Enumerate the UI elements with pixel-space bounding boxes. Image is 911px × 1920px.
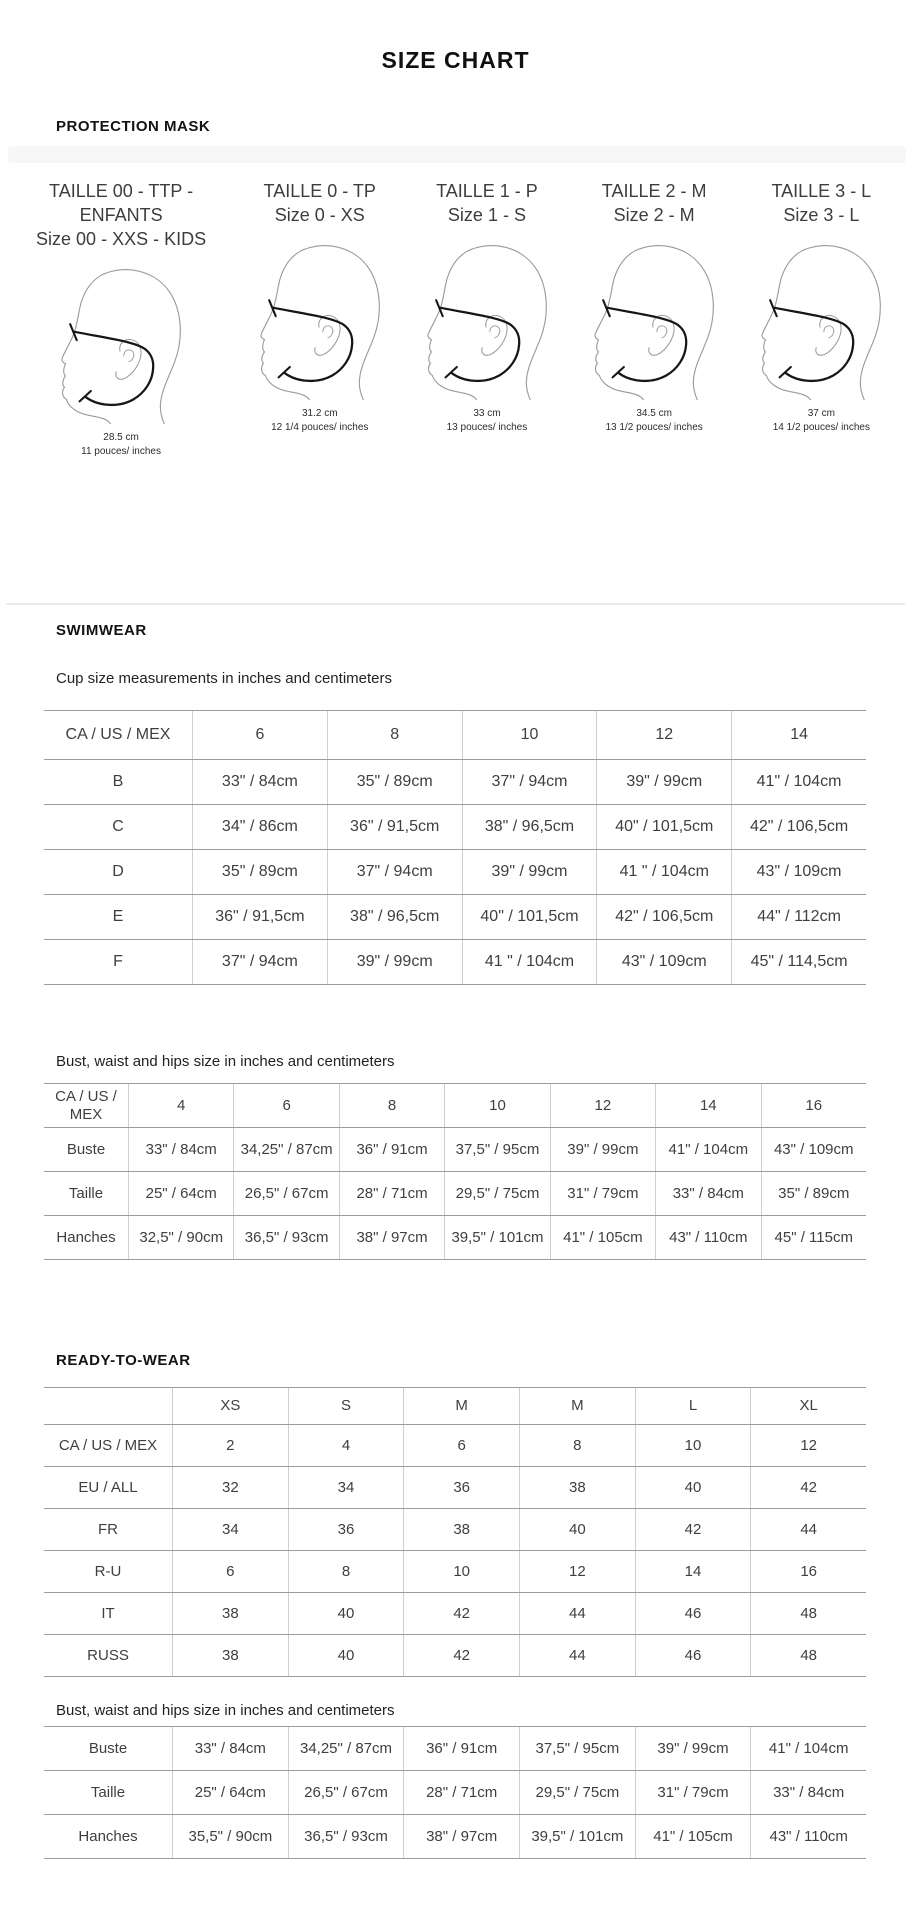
table-cell: 31" / 79cm: [635, 1771, 751, 1814]
table-cell: 41" / 104cm: [655, 1128, 760, 1171]
table-row: [44, 760, 866, 805]
column-header-cell: 14: [655, 1084, 760, 1127]
row-label-cell: EU / ALL: [78, 1478, 138, 1496]
table-header-row: [44, 1388, 866, 1425]
row-label-cell: [44, 1388, 172, 1424]
table-cell: 40: [288, 1593, 404, 1634]
table-cell: 31" / 79cm: [550, 1172, 655, 1215]
row-label-cell: D: [112, 863, 124, 880]
table-cell: 36,5" / 93cm: [233, 1216, 338, 1259]
mask-measure-line: [607, 308, 686, 381]
table-row: [44, 1216, 866, 1260]
row-label-cell: Buste: [88, 1739, 128, 1757]
head-profile-illustration: [413, 238, 561, 400]
table-cell: 37" / 94cm: [462, 760, 597, 804]
table-cell: 4: [288, 1425, 404, 1466]
row-label-cell: Taille: [90, 1783, 126, 1801]
table-cell: 6: [172, 1551, 288, 1592]
mask-size-inches: 14 1/2 pouces/ inches: [772, 422, 870, 433]
table-row: [44, 1509, 866, 1551]
table-cell: 36: [403, 1467, 519, 1508]
table-cell: 29,5" / 75cm: [519, 1771, 635, 1814]
table-cell: 38: [519, 1467, 635, 1508]
table-cell: 34: [172, 1509, 288, 1550]
table-cell: 39" / 99cm: [327, 940, 462, 984]
column-header-cell: 8: [339, 1084, 444, 1127]
table-cell: 36" / 91,5cm: [327, 805, 462, 849]
table-cell: 43" / 109cm: [761, 1128, 866, 1171]
table-cell: 44: [519, 1593, 635, 1634]
table-cell: 10: [635, 1425, 751, 1466]
mask-size-label-en: Size 1 - S: [447, 205, 526, 225]
head-profile-illustration: [747, 238, 895, 400]
table-cell: 28" / 71cm: [339, 1172, 444, 1215]
row-label-cell: C: [112, 818, 124, 835]
table-cell: 29,5" / 75cm: [444, 1172, 549, 1215]
mask-size-label-fr: TAILLE 3 - L: [771, 181, 872, 201]
rtw-body-table: [44, 1726, 866, 1859]
row-label-cell: Hanches: [56, 1228, 116, 1246]
table-row: [44, 940, 866, 985]
table-cell: 33" / 84cm: [750, 1771, 866, 1814]
protection-mask-heading: PROTECTION MASK: [56, 118, 211, 135]
mask-size-inches: 13 pouces/ inches: [446, 422, 528, 433]
table-cell: 38" / 97cm: [403, 1815, 519, 1858]
table-cell: 33" / 84cm: [128, 1128, 233, 1171]
mask-size-column: [571, 179, 738, 459]
table-cell: 34,25" / 87cm: [288, 1727, 404, 1770]
table-cell: 32,5" / 90cm: [128, 1216, 233, 1259]
mask-size-inches: 11 pouces/ inches: [81, 446, 161, 457]
table-cell: 36: [288, 1509, 404, 1550]
mask-size-label-en: Size 3 - L: [783, 205, 860, 225]
table-cell: 40: [635, 1467, 751, 1508]
head-profile-illustration: [580, 238, 728, 400]
cup-size-table: [44, 710, 866, 985]
row-label-cell: F: [113, 953, 123, 970]
table-cell: 26,5" / 67cm: [288, 1771, 404, 1814]
table-cell: 41 " / 104cm: [596, 850, 731, 894]
table-cell: 38: [172, 1635, 288, 1676]
table-cell: 43" / 109cm: [731, 850, 866, 894]
column-header-cell: L: [635, 1388, 751, 1424]
row-label-cell: B: [112, 773, 124, 790]
mask-size-column: [738, 179, 905, 459]
table-cell: 35" / 89cm: [327, 760, 462, 804]
table-cell: 38" / 96,5cm: [327, 895, 462, 939]
cup-size-subtitle: Cup size measurements in inches and centimeters: [56, 670, 392, 687]
table-cell: 45" / 114,5cm: [731, 940, 866, 984]
table-cell: 14: [635, 1551, 751, 1592]
ready-to-wear-heading: READY-TO-WEAR: [56, 1352, 191, 1369]
table-cell: 42" / 106,5cm: [731, 805, 866, 849]
table-cell: 39,5" / 101cm: [444, 1216, 549, 1259]
table-cell: 44" / 112cm: [731, 895, 866, 939]
table-cell: 36" / 91cm: [339, 1128, 444, 1171]
table-cell: 33" / 84cm: [192, 760, 327, 804]
table-cell: 38" / 97cm: [339, 1216, 444, 1259]
table-cell: 48: [750, 1635, 866, 1676]
column-header-cell: 10: [444, 1084, 549, 1127]
mask-measure-line: [273, 308, 352, 381]
table-row: [44, 805, 866, 850]
table-cell: 10: [403, 1551, 519, 1592]
table-cell: 44: [750, 1509, 866, 1550]
row-label-cell: FR: [98, 1520, 118, 1538]
table-cell: 44: [519, 1635, 635, 1676]
table-row: [44, 1467, 866, 1509]
head-profile-illustration: [246, 238, 394, 400]
mask-size-cm: 37 cm: [807, 408, 835, 419]
table-cell: 33" / 84cm: [655, 1172, 760, 1215]
row-label-cell: CA / US / MEX: [58, 1436, 158, 1454]
table-cell: 43" / 109cm: [596, 940, 731, 984]
column-header-cell: 8: [327, 711, 462, 759]
mask-size-cm: 34.5 cm: [636, 408, 672, 419]
mask-size-label-en: Size 0 - XS: [274, 205, 365, 225]
row-label-cell: R-U: [94, 1562, 122, 1580]
column-header-cell: 6: [192, 711, 327, 759]
table-cell: 41" / 104cm: [750, 1727, 866, 1770]
swim-body-subtitle: Bust, waist and hips size in inches and centimeters: [56, 1053, 395, 1070]
rtw-size-table: [44, 1387, 866, 1677]
table-cell: 8: [288, 1551, 404, 1592]
table-cell: 43" / 110cm: [750, 1815, 866, 1858]
mask-size-label-en: Size 2 - M: [613, 205, 695, 225]
table-cell: 48: [750, 1593, 866, 1634]
mask-size-cm: 33 cm: [473, 408, 501, 419]
rtw-body-subtitle: Bust, waist and hips size in inches and centimeters: [56, 1702, 395, 1719]
table-cell: 41 " / 104cm: [462, 940, 597, 984]
mask-size-label-fr: TAILLE 0 - TP: [263, 181, 376, 201]
table-cell: 38: [172, 1593, 288, 1634]
table-row: [44, 1593, 866, 1635]
table-cell: 37" / 94cm: [327, 850, 462, 894]
table-cell: 12: [519, 1551, 635, 1592]
table-cell: 46: [635, 1635, 751, 1676]
table-cell: 39" / 99cm: [596, 760, 731, 804]
mask-size-column: [6, 179, 236, 459]
mask-size-inches: 12 1/4 pouces/ inches: [271, 422, 369, 433]
table-row: [44, 1727, 866, 1771]
table-cell: 38" / 96,5cm: [462, 805, 597, 849]
mask-measure-line: [74, 332, 153, 405]
table-cell: 40" / 101,5cm: [596, 805, 731, 849]
table-cell: 41" / 105cm: [635, 1815, 751, 1858]
table-cell: 40" / 101,5cm: [462, 895, 597, 939]
table-cell: 16: [750, 1551, 866, 1592]
table-cell: 42" / 106,5cm: [596, 895, 731, 939]
table-cell: 39,5" / 101cm: [519, 1815, 635, 1858]
column-header-cell: 12: [550, 1084, 655, 1127]
table-cell: 35" / 89cm: [192, 850, 327, 894]
table-row: [44, 1128, 866, 1172]
mask-size-label-fr: TAILLE 1 - P: [436, 181, 538, 201]
mask-size-cm: 31.2 cm: [301, 408, 338, 419]
table-cell: 28" / 71cm: [403, 1771, 519, 1814]
table-row: [44, 1815, 866, 1859]
column-header-cell: S: [288, 1388, 404, 1424]
column-header-cell: XL: [750, 1388, 866, 1424]
table-cell: 34,25" / 87cm: [233, 1128, 338, 1171]
table-cell: 36,5" / 93cm: [288, 1815, 404, 1858]
table-cell: 2: [172, 1425, 288, 1466]
row-label-cell: CA / US / MEX: [55, 1087, 117, 1123]
table-cell: 42: [750, 1467, 866, 1508]
table-cell: 12: [750, 1425, 866, 1466]
row-label-cell: Taille: [68, 1184, 104, 1202]
table-row: [44, 1771, 866, 1815]
column-header-cell: M: [519, 1388, 635, 1424]
table-cell: 26,5" / 67cm: [233, 1172, 338, 1215]
mask-measure-line: [440, 308, 519, 381]
table-cell: 6: [403, 1425, 519, 1466]
table-cell: 35,5" / 90cm: [172, 1815, 288, 1858]
table-cell: 35" / 89cm: [761, 1172, 866, 1215]
section-divider-band: [8, 146, 906, 163]
row-label-cell: E: [112, 908, 124, 925]
table-row: [44, 1551, 866, 1593]
swimwear-heading: SWIMWEAR: [56, 622, 147, 639]
table-cell: 42: [403, 1593, 519, 1634]
table-cell: 45" / 115cm: [761, 1216, 866, 1259]
table-cell: 42: [403, 1635, 519, 1676]
table-cell: 25" / 64cm: [172, 1771, 288, 1814]
table-cell: 42: [635, 1509, 751, 1550]
table-cell: 39" / 99cm: [550, 1128, 655, 1171]
table-cell: 36" / 91,5cm: [192, 895, 327, 939]
table-row: [44, 1635, 866, 1677]
column-header-cell: XS: [172, 1388, 288, 1424]
row-label-cell: Buste: [66, 1140, 106, 1158]
table-cell: 39" / 99cm: [635, 1727, 751, 1770]
table-row: [44, 850, 866, 895]
table-cell: 33" / 84cm: [172, 1727, 288, 1770]
table-header-row: [44, 711, 866, 760]
row-label-cell: Hanches: [78, 1827, 138, 1845]
table-cell: 41" / 105cm: [550, 1216, 655, 1259]
mask-size-label-en: Size 00 - XXS - KIDS: [36, 229, 207, 249]
swim-body-table: [44, 1083, 866, 1260]
table-row: [44, 895, 866, 940]
table-cell: 38: [403, 1509, 519, 1550]
row-label-cell: IT: [101, 1604, 115, 1622]
table-cell: 32: [172, 1467, 288, 1508]
table-cell: 39" / 99cm: [462, 850, 597, 894]
column-header-cell: 4: [128, 1084, 233, 1127]
table-cell: 8: [519, 1425, 635, 1466]
mask-size-cm: 28.5 cm: [103, 432, 139, 443]
table-cell: 36" / 91cm: [403, 1727, 519, 1770]
table-cell: 46: [635, 1593, 751, 1634]
table-cell: 37,5" / 95cm: [444, 1128, 549, 1171]
table-cell: 40: [288, 1635, 404, 1676]
column-header-cell: 10: [462, 711, 597, 759]
table-header-row: [44, 1084, 866, 1128]
table-row: [44, 1172, 866, 1216]
head-profile-illustration: [47, 262, 195, 424]
section-divider-line: [6, 603, 905, 605]
mask-size-inches: 13 1/2 pouces/ inches: [605, 422, 703, 433]
mask-size-column: [236, 179, 403, 459]
column-header-cell: M: [403, 1388, 519, 1424]
table-cell: 34" / 86cm: [192, 805, 327, 849]
table-cell: 41" / 104cm: [731, 760, 866, 804]
row-label-cell: RUSS: [87, 1646, 129, 1664]
mask-measure-line: [774, 308, 853, 381]
table-cell: 34: [288, 1467, 404, 1508]
mask-size-columns: [0, 179, 911, 459]
mask-size-column: [403, 179, 570, 459]
column-header-cell: 6: [233, 1084, 338, 1127]
page-title: SIZE CHART: [381, 47, 530, 73]
table-cell: 40: [519, 1509, 635, 1550]
table-cell: 43" / 110cm: [655, 1216, 760, 1259]
column-header-cell: 12: [596, 711, 731, 759]
table-cell: 25" / 64cm: [128, 1172, 233, 1215]
column-header-cell: 16: [761, 1084, 866, 1127]
mask-size-label-fr: TAILLE 2 - M: [601, 181, 707, 201]
row-label-cell: CA / US / MEX: [65, 726, 171, 743]
table-row: [44, 1425, 866, 1467]
table-cell: 37" / 94cm: [192, 940, 327, 984]
mask-size-label-fr: TAILLE 00 - TTP - ENFANTS: [49, 181, 194, 225]
column-header-cell: 14: [731, 711, 866, 759]
table-cell: 37,5" / 95cm: [519, 1727, 635, 1770]
